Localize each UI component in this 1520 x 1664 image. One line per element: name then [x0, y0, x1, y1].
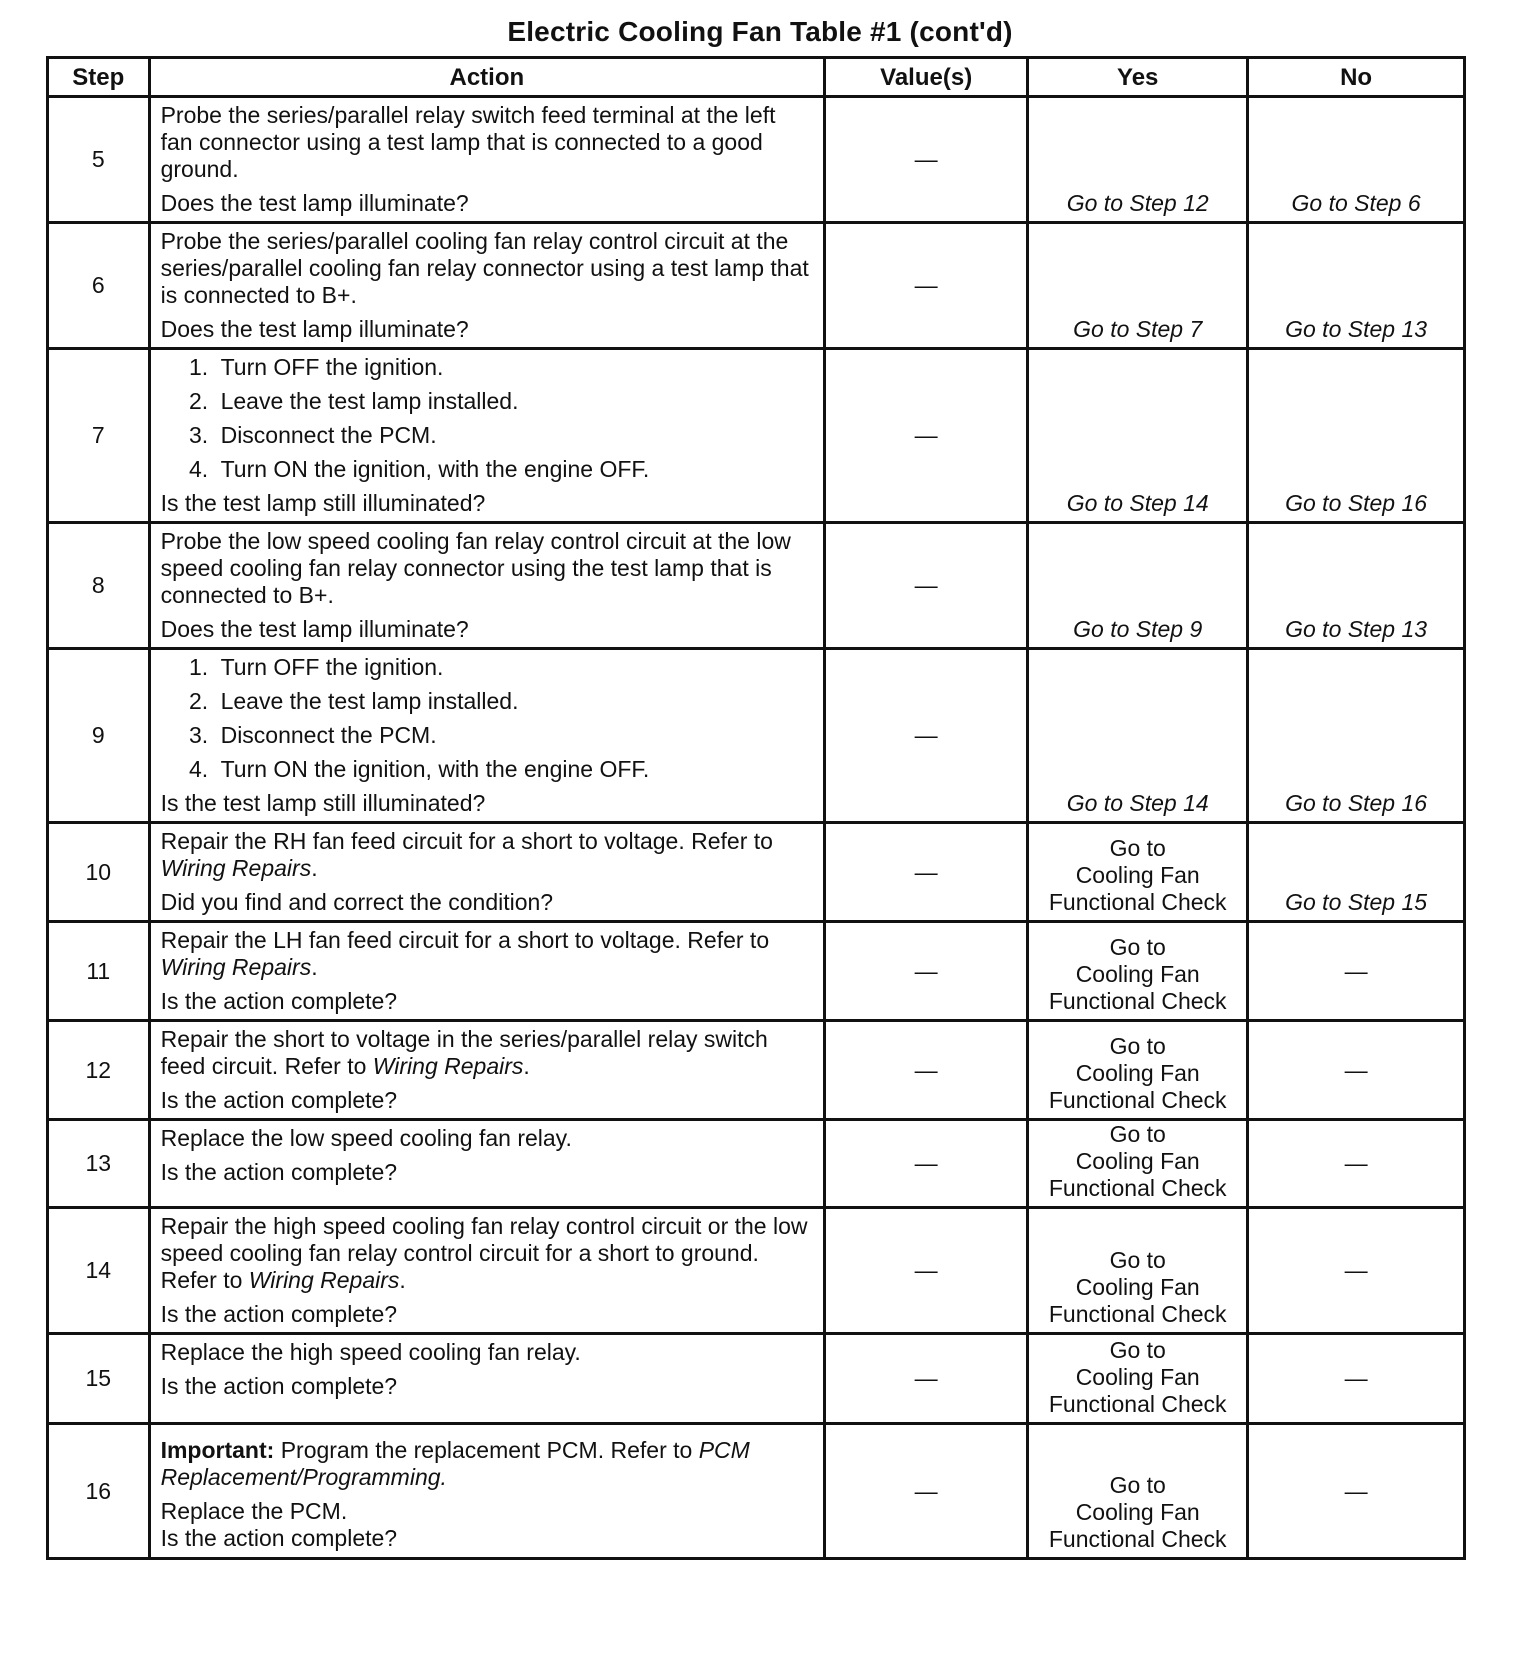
list-item: 2. Leave the test lamp installed.	[215, 688, 814, 715]
step-number: 16	[48, 1424, 150, 1559]
functional-check-text: Functional Check	[1048, 1175, 1227, 1201]
cooling-fan-text: Cooling Fan	[1075, 1274, 1200, 1300]
value-cell: —	[825, 223, 1028, 349]
yes-cell	[1028, 1424, 1248, 1559]
step-number: 10	[48, 823, 150, 922]
action-cell	[149, 223, 825, 349]
functional-check-text: Functional Check	[1048, 1526, 1227, 1552]
yes-cell	[1028, 1334, 1248, 1424]
action-cell	[149, 97, 825, 223]
value-cell: —	[825, 1424, 1028, 1559]
action-cell	[149, 1424, 825, 1559]
value-cell: —	[825, 823, 1028, 922]
action-text-body: Repair the short to voltage in the series/parallel relay switch feed circuit. Refer to	[160, 1026, 768, 1079]
value-cell: —	[825, 523, 1028, 649]
yes-cell	[1028, 922, 1248, 1021]
value-cell: —	[825, 1021, 1028, 1120]
step-number: 5	[48, 97, 150, 223]
action-text: Replace the PCM.	[160, 1498, 348, 1524]
no-cell: Go to Step 6	[1248, 97, 1465, 223]
cooling-fan-text: Cooling Fan	[1075, 1364, 1200, 1390]
no-cell: —	[1248, 1021, 1465, 1120]
wiring-repairs-link[interactable]: Wiring Repairs	[372, 1053, 524, 1079]
action-question: Is the action complete?	[160, 1087, 398, 1113]
step-number: 15	[48, 1334, 150, 1424]
table-row	[48, 223, 1465, 349]
go-to-text: Go to	[1109, 1472, 1166, 1498]
list-item: 2. Leave the test lamp installed.	[215, 388, 814, 415]
header-values: Value(s)	[825, 58, 1028, 97]
important-text: Program the replacement PCM. Refer to	[280, 1437, 693, 1463]
yes-cell	[1028, 1208, 1248, 1334]
wiring-repairs-link[interactable]: Wiring Repairs	[160, 954, 312, 980]
go-to-text: Go to	[1109, 1033, 1166, 1059]
action-cell	[149, 523, 825, 649]
list-item: 1. Turn OFF the ignition.	[215, 654, 814, 681]
table-row	[48, 97, 1465, 223]
cooling-fan-text: Cooling Fan	[1075, 1060, 1200, 1086]
table-row	[48, 1208, 1465, 1334]
procedure-list	[161, 654, 814, 783]
action-question: Does the test lamp illuminate?	[160, 190, 469, 216]
action-text-body: Repair the high speed cooling fan relay control circuit or the low speed cooling fan relay control circuit for a short to ground. Refer to	[160, 1213, 808, 1293]
table-row	[48, 349, 1465, 523]
action-text: Repair the short to voltage in the series/parallel relay switch feed circuit. Refer to Wiring Repairs.	[160, 1026, 768, 1079]
no-cell: Go to Step 16	[1248, 649, 1465, 823]
value-cell: —	[825, 922, 1028, 1021]
yes-cell	[1028, 823, 1248, 922]
action-cell	[149, 922, 825, 1021]
yes-cell: Go to Step 7	[1028, 223, 1248, 349]
go-to-text: Go to	[1109, 835, 1166, 861]
action-cell	[149, 349, 825, 523]
diagnostic-table	[46, 56, 1466, 1560]
action-question: Is the action complete?	[160, 1159, 398, 1185]
step-number: 7	[48, 349, 150, 523]
important-note	[161, 1437, 814, 1491]
yes-cell: Go to Step 12	[1028, 97, 1248, 223]
cooling-fan-text: Cooling Fan	[1075, 862, 1200, 888]
header-no: No	[1248, 58, 1465, 97]
action-question: Is the action complete?	[160, 988, 398, 1014]
functional-check-text: Functional Check	[1048, 1301, 1227, 1327]
action-cell	[149, 823, 825, 922]
go-to-text: Go to	[1109, 1337, 1166, 1363]
action-text: Repair the high speed cooling fan relay control circuit or the low speed cooling fan relay control circuit for a short to ground. Refer to Wiring Repairs.	[160, 1213, 808, 1293]
list-item: 4. Turn ON the ignition, with the engine OFF.	[215, 756, 814, 783]
list-item: 3. Disconnect the PCM.	[215, 422, 814, 449]
action-text-body: Repair the RH fan feed circuit for a short to voltage. Refer to	[160, 828, 773, 854]
table-row	[48, 1424, 1465, 1559]
step-number: 6	[48, 223, 150, 349]
table-row	[48, 649, 1465, 823]
table-row	[48, 922, 1465, 1021]
value-cell: —	[825, 349, 1028, 523]
go-to-text: Go to	[1109, 1121, 1166, 1147]
action-question: Is the action complete?	[160, 1525, 398, 1551]
table-row	[48, 1120, 1465, 1208]
header-action: Action	[149, 58, 825, 97]
action-question: Does the test lamp illuminate?	[160, 316, 469, 342]
step-number: 12	[48, 1021, 150, 1120]
yes-cell: Go to Step 14	[1028, 349, 1248, 523]
page-title: Electric Cooling Fan Table #1 (cont'd)	[507, 16, 1013, 47]
no-cell: Go to Step 15	[1248, 823, 1465, 922]
action-question: Is the test lamp still illuminated?	[160, 490, 486, 516]
procedure-list	[161, 354, 814, 483]
go-to-text: Go to	[1109, 934, 1166, 960]
no-cell: —	[1248, 1424, 1465, 1559]
list-item: 4. Turn ON the ignition, with the engine OFF.	[215, 456, 814, 483]
table-row	[48, 523, 1465, 649]
action-text-body: Repair the LH fan feed circuit for a short to voltage. Refer to	[160, 927, 770, 953]
step-number: 14	[48, 1208, 150, 1334]
wiring-repairs-link[interactable]: Wiring Repairs	[248, 1267, 400, 1293]
action-text: Repair the LH fan feed circuit for a short to voltage. Refer to Wiring Repairs.	[160, 927, 770, 980]
step-number: 9	[48, 649, 150, 823]
no-cell: Go to Step 16	[1248, 349, 1465, 523]
no-cell: —	[1248, 1334, 1465, 1424]
action-question: Is the action complete?	[160, 1373, 398, 1399]
action-cell	[149, 1334, 825, 1424]
action-cell	[149, 1120, 825, 1208]
step-number: 8	[48, 523, 150, 649]
pcm-programming-link[interactable]: PCM Replacement/Programming.	[160, 1437, 750, 1490]
action-text: Probe the series/parallel relay switch feed terminal at the left fan connector using a test lamp that is connected to a good ground.	[160, 102, 776, 182]
header-yes: Yes	[1028, 58, 1248, 97]
no-cell: —	[1248, 1208, 1465, 1334]
yes-cell: Go to Step 14	[1028, 649, 1248, 823]
action-text: Replace the high speed cooling fan relay.	[160, 1339, 581, 1365]
functional-check-text: Functional Check	[1048, 1087, 1227, 1113]
action-text: Probe the series/parallel cooling fan relay control circuit at the series/parallel cooling fan relay connector using a test lamp that is connected to B+.	[160, 228, 809, 308]
table-row	[48, 1021, 1465, 1120]
step-number: 13	[48, 1120, 150, 1208]
action-question: Does the test lamp illuminate?	[160, 616, 469, 642]
important-label: Important:	[160, 1437, 275, 1463]
wiring-repairs-link[interactable]: Wiring Repairs	[160, 855, 312, 881]
table-row	[48, 1334, 1465, 1424]
functional-check-text: Functional Check	[1048, 988, 1227, 1014]
cooling-fan-text: Cooling Fan	[1075, 1148, 1200, 1174]
yes-cell: Go to Step 9	[1028, 523, 1248, 649]
step-number: 11	[48, 922, 150, 1021]
functional-check-text: Functional Check	[1048, 889, 1227, 915]
no-cell: Go to Step 13	[1248, 523, 1465, 649]
list-item: 1. Turn OFF the ignition.	[215, 354, 814, 381]
go-to-text: Go to	[1109, 1247, 1166, 1273]
value-cell: —	[825, 649, 1028, 823]
value-cell: —	[825, 1334, 1028, 1424]
yes-cell	[1028, 1021, 1248, 1120]
action-question: Did you find and correct the condition?	[160, 889, 554, 915]
action-cell	[149, 1021, 825, 1120]
header-step: Step	[48, 58, 150, 97]
table-row	[48, 823, 1465, 922]
no-cell: —	[1248, 922, 1465, 1021]
table-header-row	[48, 58, 1465, 97]
action-question: Is the test lamp still illuminated?	[160, 790, 486, 816]
cooling-fan-text: Cooling Fan	[1075, 961, 1200, 987]
action-text: Replace the low speed cooling fan relay.	[160, 1125, 572, 1151]
list-item: 3. Disconnect the PCM.	[215, 722, 814, 749]
value-cell: —	[825, 1120, 1028, 1208]
functional-check-text: Functional Check	[1048, 1391, 1227, 1417]
cooling-fan-text: Cooling Fan	[1075, 1499, 1200, 1525]
action-text: Probe the low speed cooling fan relay control circuit at the low speed cooling fan relay connector using the test lamp that is connected to B+.	[160, 528, 791, 608]
yes-cell	[1028, 1120, 1248, 1208]
no-cell: Go to Step 13	[1248, 223, 1465, 349]
no-cell: —	[1248, 1120, 1465, 1208]
action-cell	[149, 1208, 825, 1334]
value-cell: —	[825, 97, 1028, 223]
value-cell: —	[825, 1208, 1028, 1334]
action-text: Repair the RH fan feed circuit for a short to voltage. Refer to Wiring Repairs.	[160, 828, 773, 881]
action-question: Is the action complete?	[160, 1301, 398, 1327]
action-cell	[149, 649, 825, 823]
